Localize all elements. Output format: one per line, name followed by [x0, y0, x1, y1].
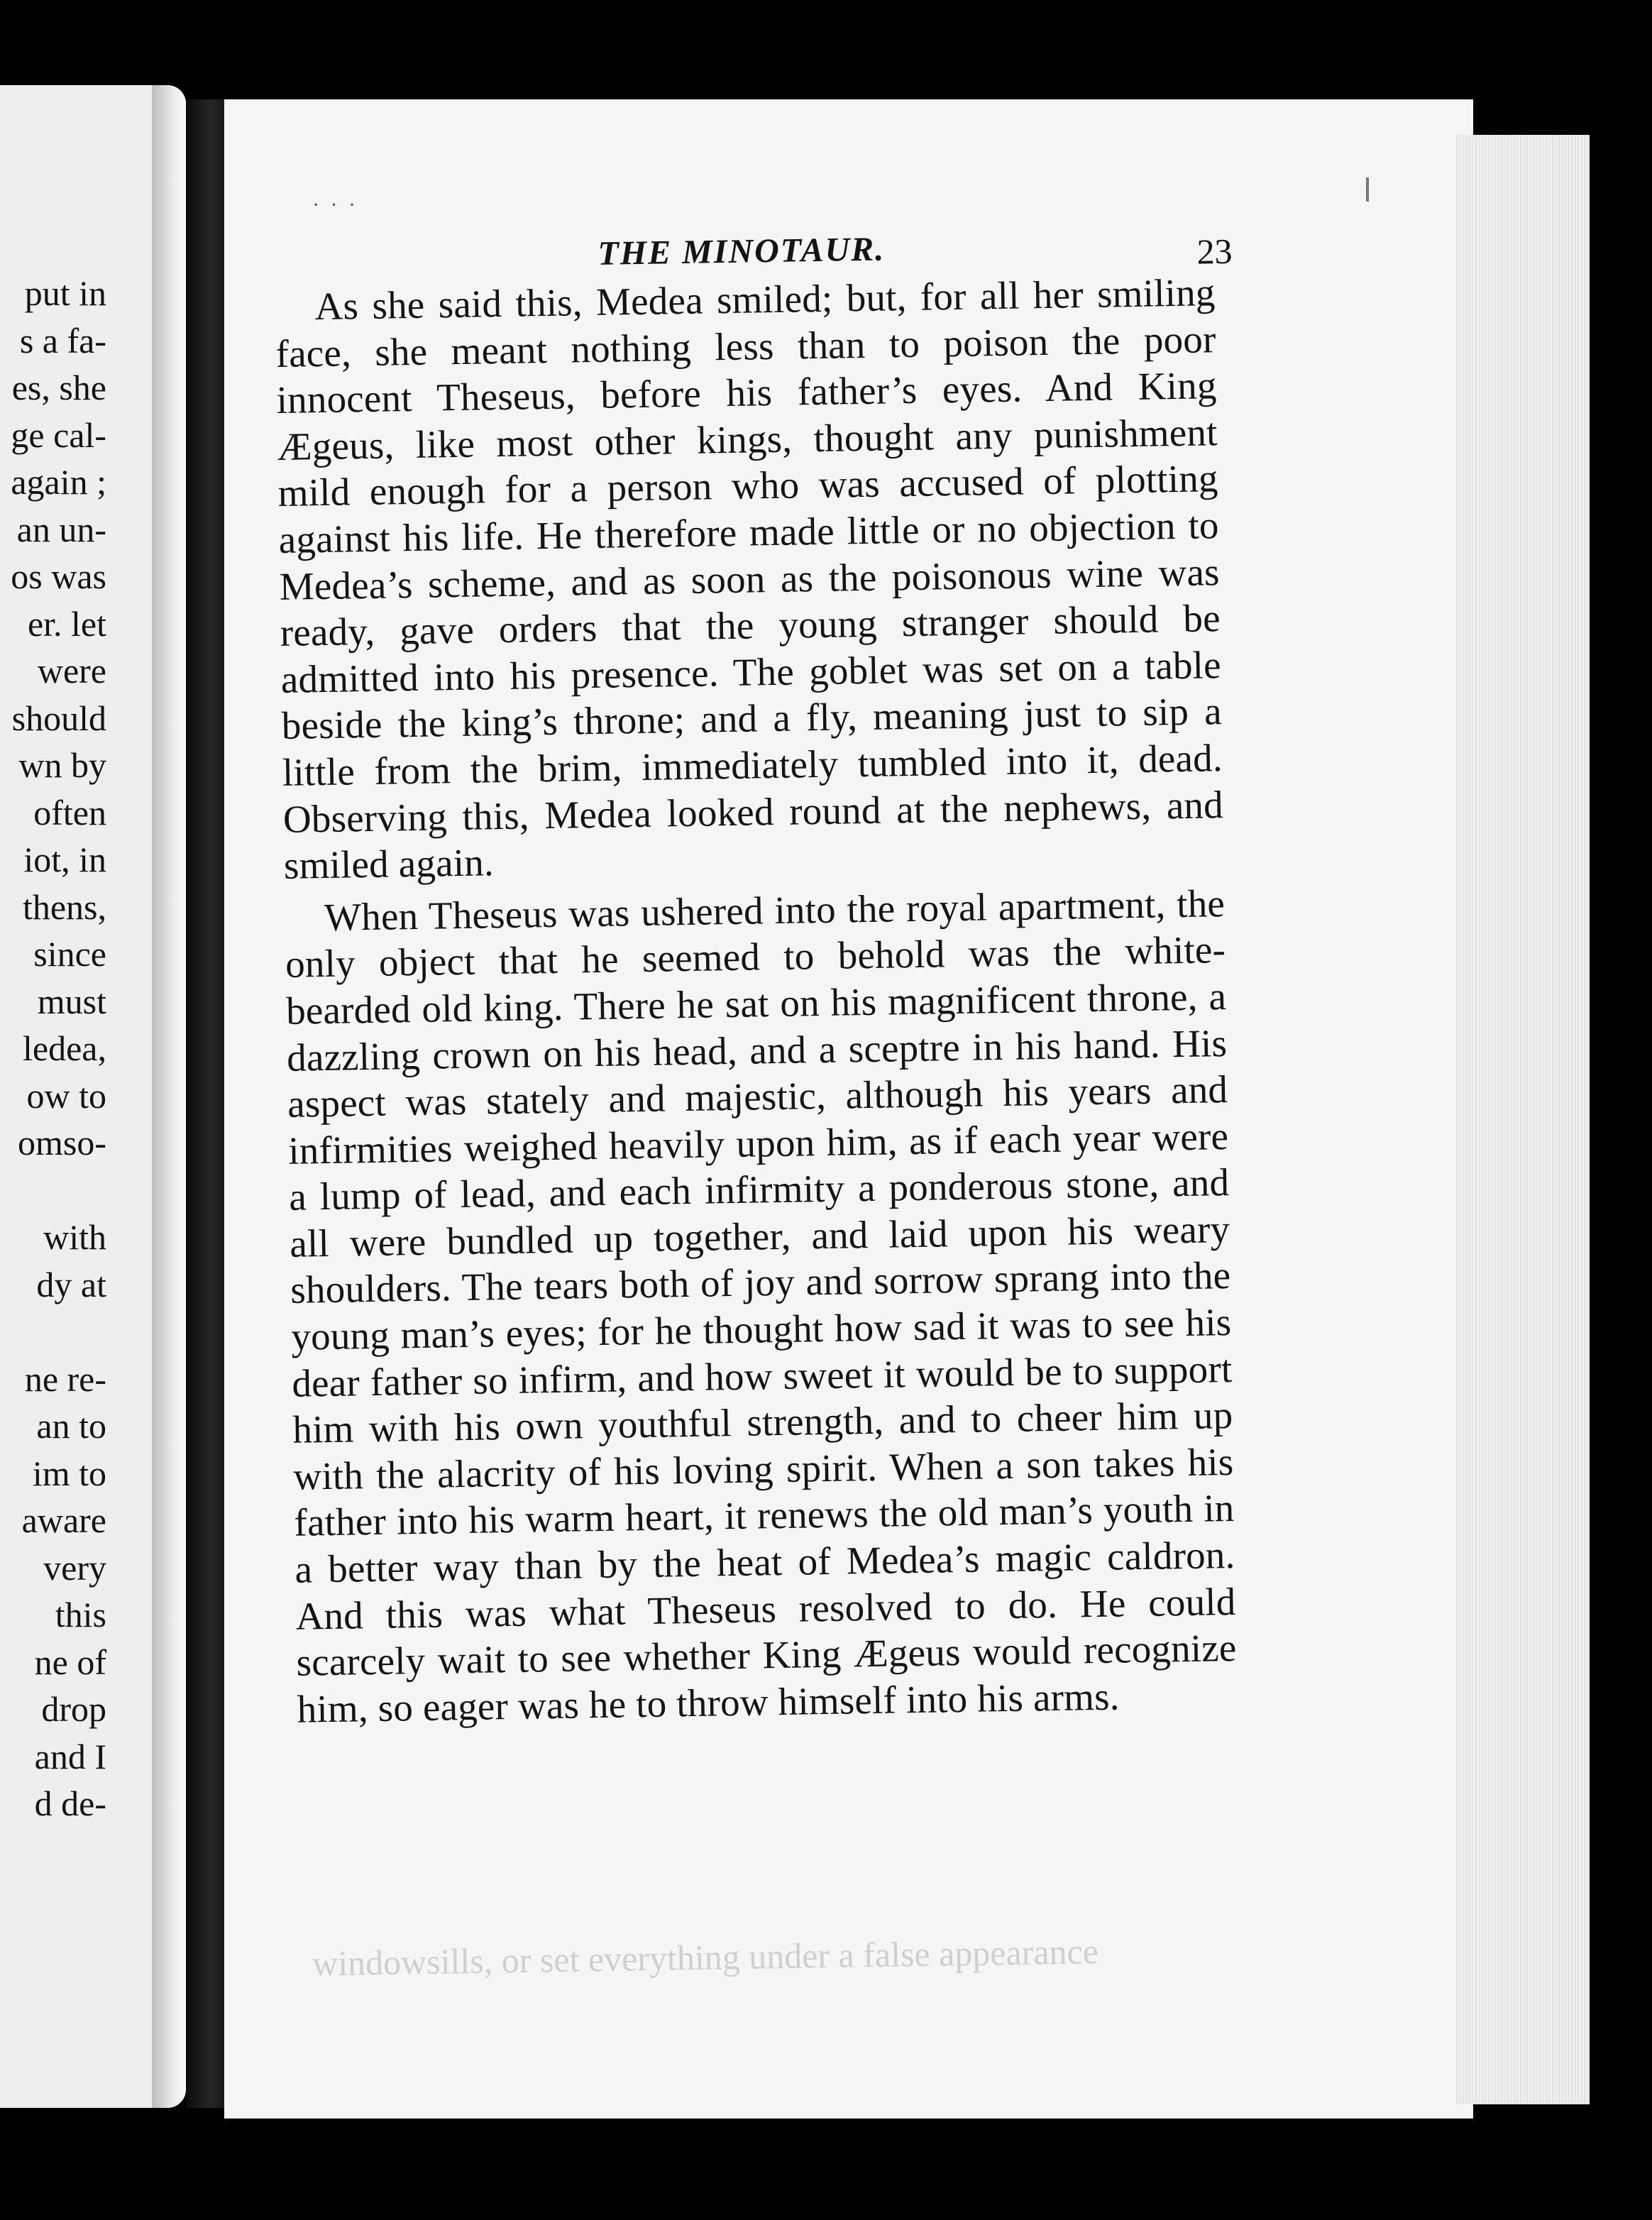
left-page-text-fragments	[11, 270, 106, 1828]
page-number: 23	[1196, 231, 1233, 272]
left-page-line: thens,	[22, 886, 106, 927]
left-page-line: ne re-	[24, 1358, 106, 1399]
left-page-line: omso-	[18, 1123, 106, 1163]
chapter-title: THE MINOTAUR.	[598, 230, 886, 273]
left-page-line	[11, 1308, 106, 1356]
left-page-line: ow to	[26, 1075, 106, 1116]
left-page-line: ledea,	[23, 1028, 106, 1068]
left-page-line: an to	[36, 1406, 106, 1446]
left-page-line: must	[37, 981, 106, 1021]
left-page-line: er. let	[27, 603, 106, 644]
left-page-line: put in	[24, 273, 106, 313]
left-page-line: drop	[41, 1689, 106, 1729]
left-page-line: with	[43, 1217, 106, 1257]
show-through-text: windowsills, or set everything under a false appearance	[312, 1931, 1099, 1984]
left-page-line: this	[55, 1595, 106, 1634]
left-page-line	[11, 1167, 106, 1214]
left-page-line: were	[37, 651, 106, 691]
left-page-line: an un-	[16, 509, 106, 549]
left-page-line: since	[33, 934, 106, 974]
left-page-line: aware	[21, 1500, 106, 1540]
left-page-line: and I	[34, 1736, 106, 1776]
left-page-line: dy at	[36, 1264, 106, 1304]
left-page-line: s a fa-	[19, 320, 106, 361]
left-page-line: wn by	[18, 745, 106, 785]
left-page-line: very	[43, 1547, 106, 1588]
left-page-line: ge cal-	[11, 414, 106, 455]
ink-specks: · · ·	[312, 193, 358, 216]
left-page-line: os was	[11, 556, 106, 596]
left-page-line: should	[11, 698, 106, 738]
page-edges	[1456, 135, 1590, 2104]
left-facing-page	[0, 85, 186, 2108]
main-text-block	[274, 219, 1238, 1732]
left-page-gutter-shadow	[152, 85, 186, 2108]
paragraph-2: When Theseus was ushered into the royal apartment, the only object that he seemed to behold was the white-bearded old king. There he sat on his magnificent throne, a dazzling crown on his head, and a sceptre in his hand. His aspect was stately and majestic, although his years and infirmities weighed heavily upon him, as if each year were a lump of lead, and each infirmity a ponderous stone, and all were bundled up together, and laid upon his weary shoulders. The tears both of joy and sorrow sprang into the young man’s eyes; for he thought how sad it was to see his dear father so infirm, and how sweet it would be to support him with his own youthful strength, and to cheer him up with the alacrity of his loving spirit. When a son takes his father into his warm heart, it renews the old man’s youth in a better way than by the heat of Medea’s magic caldron. And this was what Theseus resolved to do. He could scarcely wait to see whether King Ægeus would recognize him, so eager was he to throw himself into his arms.	[285, 881, 1237, 1731]
left-page-line: ne of	[34, 1642, 106, 1682]
left-page-line: again ;	[11, 462, 106, 502]
left-page-line: im to	[32, 1453, 106, 1493]
edge-mark	[1366, 177, 1369, 202]
left-page-line: d de-	[34, 1784, 106, 1823]
paragraph-1: As she said this, Medea smiled; but, for all her smiling face, she meant nothing less than to poison the poor innocent Theseus, before his father’s eyes. And King Ægeus, like most other kings, thought any punishment mild enough for a person who was accused of plotting against his life. He therefore made little or no objection to Medea’s scheme, and as soon as the poisonous wine was ready, gave orders that the young stranger should be admitted into his presence. The goblet was set on a table beside the king’s throne; and a fly, meaning just to sip a little from the brim, immediately tumbled into it, dead. Observing this, Medea looked round at the nephews, and smiled again.	[275, 270, 1224, 888]
left-page-line: iot, in	[23, 840, 106, 879]
left-page-line: often	[33, 792, 106, 832]
left-page-line: es, she	[11, 368, 106, 407]
